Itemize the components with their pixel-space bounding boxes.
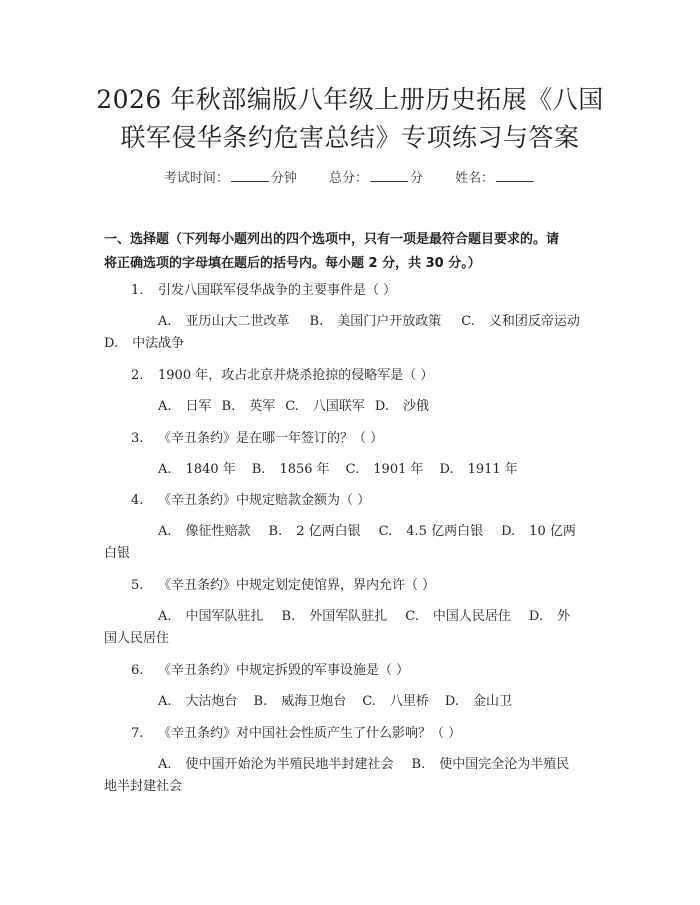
option-b: B. 美国门户开放政策 <box>309 314 442 329</box>
question-1-options-cont <box>104 334 194 354</box>
document-title-line2: 联军侵华条约危害总结》专项练习与答案 <box>120 123 580 152</box>
section-heading-line1: 一、选择题（下列每小题列出的四个选项中，只有一项是最符合题目要求的。请 <box>104 232 560 247</box>
question-3 <box>131 429 383 449</box>
option-d: D. 沙俄 <box>374 399 429 414</box>
option-a: A. 亚历山大二世改革 <box>158 314 290 329</box>
question-number: 3. <box>131 431 144 446</box>
question-number: 5. <box>131 578 144 593</box>
question-7 <box>131 724 461 744</box>
total-score-field <box>329 168 423 189</box>
option-b: B. 英军 <box>221 399 276 414</box>
question-1 <box>131 281 396 301</box>
option-c: C. 1901 年 <box>345 462 424 477</box>
exam-time-field <box>164 168 297 189</box>
section-heading <box>104 228 604 276</box>
option-a: A. 使中国开始沦为半殖民地半封建社会 <box>158 757 394 772</box>
option-d: D. 外 <box>528 609 570 624</box>
question-number: 4. <box>131 493 144 508</box>
exam-time-unit: 分钟 <box>270 171 297 186</box>
option-a: A. 日军 <box>158 399 212 414</box>
question-text: 1900 年，攻占北京并烧杀抢掠的侵略军是（ ） <box>158 368 434 383</box>
total-score-blank <box>370 168 408 182</box>
question-5-options <box>158 607 570 627</box>
total-score-label: 总分： <box>328 171 368 186</box>
option-a: A. 大沽炮台 <box>158 694 238 709</box>
question-1-options <box>158 312 580 332</box>
student-name-label: 姓名： <box>455 171 495 186</box>
option-b: B. 外国军队驻扎 <box>281 609 388 624</box>
option-a: A. 中国军队驻扎 <box>158 609 264 624</box>
question-2-options <box>158 397 439 417</box>
question-7-options <box>158 755 569 775</box>
document-title-line1: 2026 年秋部编版八年级上册历史拓展《八国 <box>96 85 604 114</box>
question-7-options-cont: 地半封建社会 <box>104 779 183 794</box>
total-score-unit: 分 <box>410 171 424 186</box>
question-text: 引发八国联军侵华战争的主要事件是（ ） <box>158 283 397 298</box>
question-4-options <box>158 522 576 542</box>
question-6-options <box>158 692 522 712</box>
option-c: C. 4.5 亿两白银 <box>378 524 484 539</box>
question-4-options-cont: 白银 <box>104 546 131 561</box>
exam-time-blank <box>231 168 269 182</box>
option-c: C. 八国联军 <box>285 399 365 414</box>
option-a: A. 像征性赔款 <box>158 524 251 539</box>
option-b: B. 1856 年 <box>251 462 330 477</box>
question-number: 6. <box>131 663 144 678</box>
question-5-options-cont: 国人民居住 <box>104 631 170 646</box>
question-number: 2. <box>131 368 144 383</box>
question-text: 《辛丑条约》对中国社会性质产生了什么影响？（ ） <box>158 726 462 741</box>
section-heading-line2: 将正确选项的字母填在题后的括号内。每小题 2 分，共 30 分。） <box>104 256 481 271</box>
option-b: B. 威海卫炮台 <box>253 694 347 709</box>
question-4 <box>131 491 370 511</box>
question-6 <box>131 661 409 681</box>
option-b: B. 2 亿两白银 <box>268 524 361 539</box>
exam-time-label: 考试时间： <box>163 171 229 186</box>
question-2 <box>131 366 433 386</box>
question-text: 《辛丑条约》是在哪一年签订的？（ ） <box>158 431 384 446</box>
option-d: D. 10 亿两 <box>501 524 576 539</box>
question-text: 《辛丑条约》中规定划定使馆界，界内允许（ ） <box>158 578 436 593</box>
question-3-options <box>158 460 528 480</box>
question-number: 7. <box>131 726 144 741</box>
question-5 <box>131 576 435 596</box>
option-b: B. 使中国完全沦为半殖民 <box>411 757 570 772</box>
option-d: D. 金山卫 <box>444 694 512 709</box>
student-name-blank <box>496 168 534 182</box>
option-a: A. 1840 年 <box>158 462 236 477</box>
student-name-field <box>455 168 536 189</box>
question-number: 1. <box>131 283 144 298</box>
question-text: 《辛丑条约》中规定赔款金额为（ ） <box>158 493 371 508</box>
option-d: D. 中法战争 <box>104 336 185 351</box>
exam-info <box>0 168 700 189</box>
option-c: C. 中国人民居住 <box>405 609 511 624</box>
option-d: D. 1911 年 <box>439 462 518 477</box>
option-c: C. 义和团反帝运动 <box>461 314 580 329</box>
question-text: 《辛丑条约》中规定拆毁的军事设施是（ ） <box>158 663 410 678</box>
option-c: C. 八里桥 <box>362 694 429 709</box>
